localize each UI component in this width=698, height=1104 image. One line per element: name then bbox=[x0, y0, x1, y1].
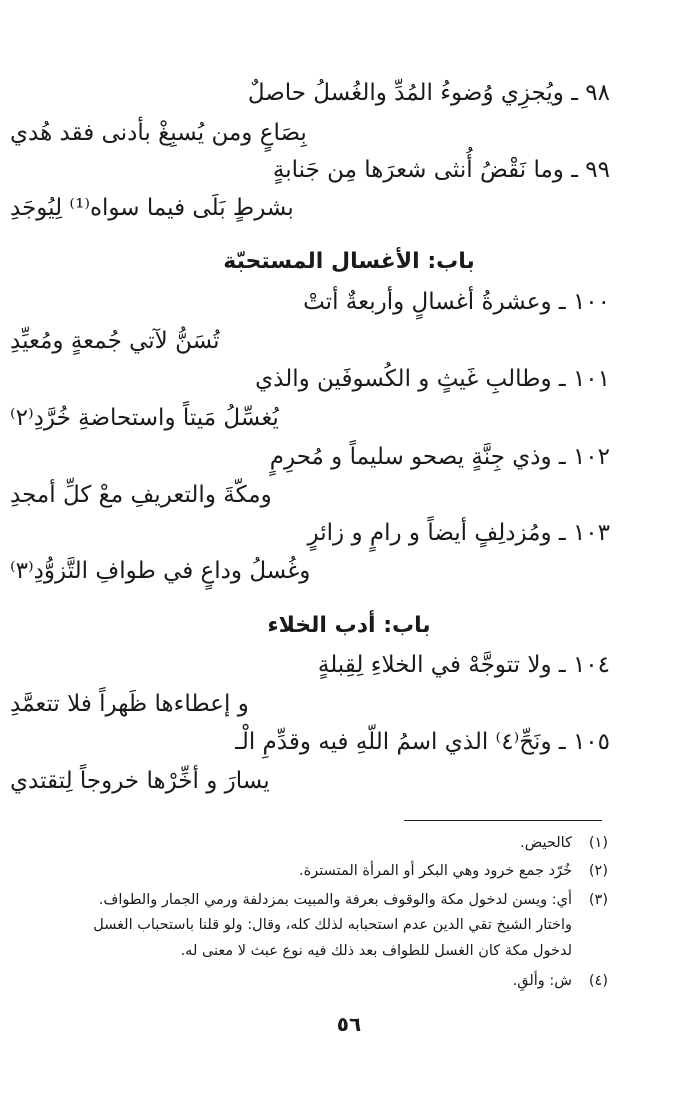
verse-98-second-hemistich: بِصَاعٍ ومن يُسبِغْ بأدنى فقد هُدي bbox=[10, 120, 307, 146]
section-heading-khala: باب: أدب الخلاء bbox=[267, 613, 431, 638]
verse-104-first-hemistich: ١٠٤ ـ ولا تتوجَّهْ في الخلاءِ لِقِبلةٍ bbox=[317, 652, 610, 678]
footnote-4 bbox=[513, 970, 608, 992]
verse-101-second-hemistich: يُغسِّلُ مَيتاً واستحاضةِ خُرَّدِ⁽٢⁾ bbox=[10, 405, 279, 431]
footnote-3-continuation: واختار الشيخ تقي الدين عدم استحبابه لذلك كله، وقال: ولو قلنا باستحباب الغسل bbox=[93, 917, 572, 933]
footnote-1 bbox=[520, 832, 608, 854]
verse-100-first-hemistich: ١٠٠ ـ وعشرةُ أغسالٍ وأربعةٌ أتتْ bbox=[303, 289, 610, 315]
footnote-3 bbox=[99, 889, 608, 911]
verse-100-second-hemistich: تُسَنُّ لآتي جُمعةٍ ومُعيِّدِ bbox=[10, 328, 220, 354]
verse-101-first-hemistich: ١٠١ ـ وطالبِ غَيثٍ و الكُسوفَين والذي bbox=[255, 366, 610, 392]
footnote-number: (٢) bbox=[588, 863, 608, 879]
footnote-3-continuation: لدخول مكة كان الغسل للطواف بعد ذلك فيه نوع عبث لا معنى له. bbox=[180, 943, 572, 959]
footnote-text: خُرّد جمع خرود وهي البكر أو المرأة المتسترة. bbox=[299, 863, 572, 879]
footnote-number: (١) bbox=[588, 835, 608, 851]
page-number: ٥٦ bbox=[336, 1012, 362, 1036]
footnote-text: أي: ويسن لدخول مكة والوقوف بعرفة والمبيت بمزدلفة ورمي الجمار والطواف. bbox=[98, 892, 572, 908]
footnote-number: (٣) bbox=[588, 892, 608, 908]
verse-102-second-hemistich: ومكّةَ والتعريفِ معْ كلِّ أمجدِ bbox=[10, 482, 272, 508]
footnote-text: ش: وألقِ. bbox=[512, 973, 572, 989]
section-heading-ghusl: باب: الأغسال المستحبّة bbox=[223, 249, 475, 274]
verse-99-second-hemistich: بشرطٍ بَلَى فيما سواه⁽¹⁾ لِيُوجَدِ bbox=[10, 195, 294, 221]
verse-103-first-hemistich: ١٠٣ ـ ومُزدلِفٍ أيضاً و رامٍ و زائرٍ bbox=[307, 520, 610, 546]
verse-105-first-hemistich: ١٠٥ ـ ونَحِّ⁽٤⁾ الذي اسمُ اللّهِ فيه وقدِّمِ الْـ bbox=[235, 729, 610, 755]
footnote-text: كالحيض. bbox=[520, 835, 572, 851]
footnote-number: (٤) bbox=[588, 973, 608, 989]
verse-102-first-hemistich: ١٠٢ ـ وذي جِنَّةٍ يصحو سليماً و مُحرِمٍ bbox=[269, 444, 610, 470]
verse-104-second-hemistich: و إعطاءها ظَهراً فلا تتعمَّدِ bbox=[10, 691, 249, 717]
footnote-2 bbox=[299, 860, 608, 882]
footnote-separator bbox=[404, 820, 602, 821]
verse-103-second-hemistich: وغُسلُ وداعٍ في طوافِ التَّزوُّدِ⁽٣⁾ bbox=[10, 558, 311, 584]
verse-98-first-hemistich: ٩٨ ـ ويُجزِي وُضوءُ المُدِّ والغُسلُ حاصلٌ bbox=[247, 80, 610, 106]
verse-105-second-hemistich: يسارَ و أخِّرْها خروجاً لِتقتدي bbox=[10, 768, 270, 794]
verse-99-first-hemistich: ٩٩ ـ وما نَقْضُ أُنثى شعرَها مِن جَنابةٍ bbox=[272, 157, 610, 183]
